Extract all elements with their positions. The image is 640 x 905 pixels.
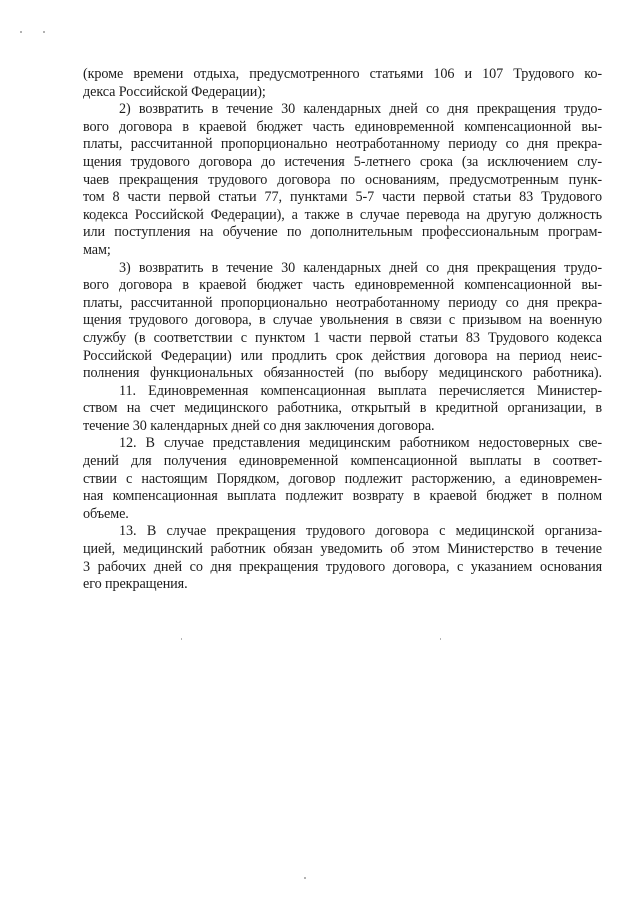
scan-speck	[181, 638, 182, 640]
text-line: кодекса Российской Федерации), а также в случае перевода на другую должность	[83, 206, 602, 223]
text-line: 12. В случае представления медицинским работником недостоверных све-	[119, 435, 602, 452]
text-line: платы, рассчитанной пропорционально неотработанному периоду со дня прекра-	[83, 294, 602, 311]
text-line: или поступления на обучение по дополнительным профессиональным програм-	[83, 224, 602, 241]
text-line: вого договора в краевой бюджет часть единовременной компенсационной вы-	[83, 118, 602, 135]
text-line: его прекращения.	[83, 576, 188, 593]
text-line: 11. Единовременная компенсационная выплата перечисляется Министер-	[119, 382, 602, 399]
scan-speck	[43, 31, 45, 33]
text-line: объеме.	[83, 505, 129, 522]
text-line: Российской Федерации) или продлить срок действия договора на период неис-	[83, 347, 602, 364]
text-line: том 8 части первой статьи 77, пунктами 5-7 части первой статьи 83 Трудового	[83, 189, 602, 206]
text-line: 13. В случае прекращения трудового договора с медицинской организа-	[119, 523, 602, 540]
text-line: ная компенсационная выплата подлежит возврату в краевой бюджет в полном	[83, 488, 602, 505]
text-line: 2) возвратить в течение 30 календарных дней со дня прекращения трудо-	[119, 101, 602, 118]
text-line: полнения функциональных обязанностей (по выбору медицинского работника).	[83, 365, 602, 382]
text-line: цией, медицинский работник обязан уведомить об этом Министерство в течение	[83, 541, 602, 558]
scan-speck	[20, 31, 22, 33]
text-line: ством на счет медицинского работника, открытый в кредитной организации, в	[83, 400, 602, 417]
scan-speck	[304, 877, 306, 879]
text-line: вого договора в краевой бюджет часть единовременной компенсационной вы-	[83, 277, 602, 294]
text-line: ствии с настоящим Порядком, договор подлежит расторжению, а единовремен-	[83, 470, 602, 487]
text-line: платы, рассчитанной пропорционально неотработанному периоду со дня прекра-	[83, 136, 602, 153]
text-line: (кроме времени отдыха, предусмотренного статьями 106 и 107 Трудового ко-	[83, 66, 602, 82]
text-line: чаев прекращения трудового договора по основаниям, предусмотренным пунк-	[83, 171, 602, 188]
document-body	[83, 66, 602, 594]
text-line: декса Российской Федерации);	[83, 83, 266, 100]
text-line: дений для получения единовременной компенсационной выплаты в соответ-	[83, 453, 602, 470]
text-line: мам;	[83, 241, 111, 258]
text-line: щения трудового договора до истечения 5-летнего срока (за исключением слу-	[83, 153, 602, 170]
text-line: службу (в соответствии с пунктом 1 части первой статьи 83 Трудового кодекса	[83, 329, 602, 346]
text-line: щения трудового договора, в случае увольнения в связи с призывом на военную	[83, 312, 602, 329]
text-line: 3) возвратить в течение 30 календарных дней со дня прекращения трудо-	[119, 259, 602, 276]
text-line: течение 30 календарных дней со дня заключения договора.	[83, 417, 435, 434]
text-line: 3 рабочих дней со дня прекращения трудового договора, с указанием основания	[83, 558, 602, 575]
scan-speck	[440, 638, 441, 640]
